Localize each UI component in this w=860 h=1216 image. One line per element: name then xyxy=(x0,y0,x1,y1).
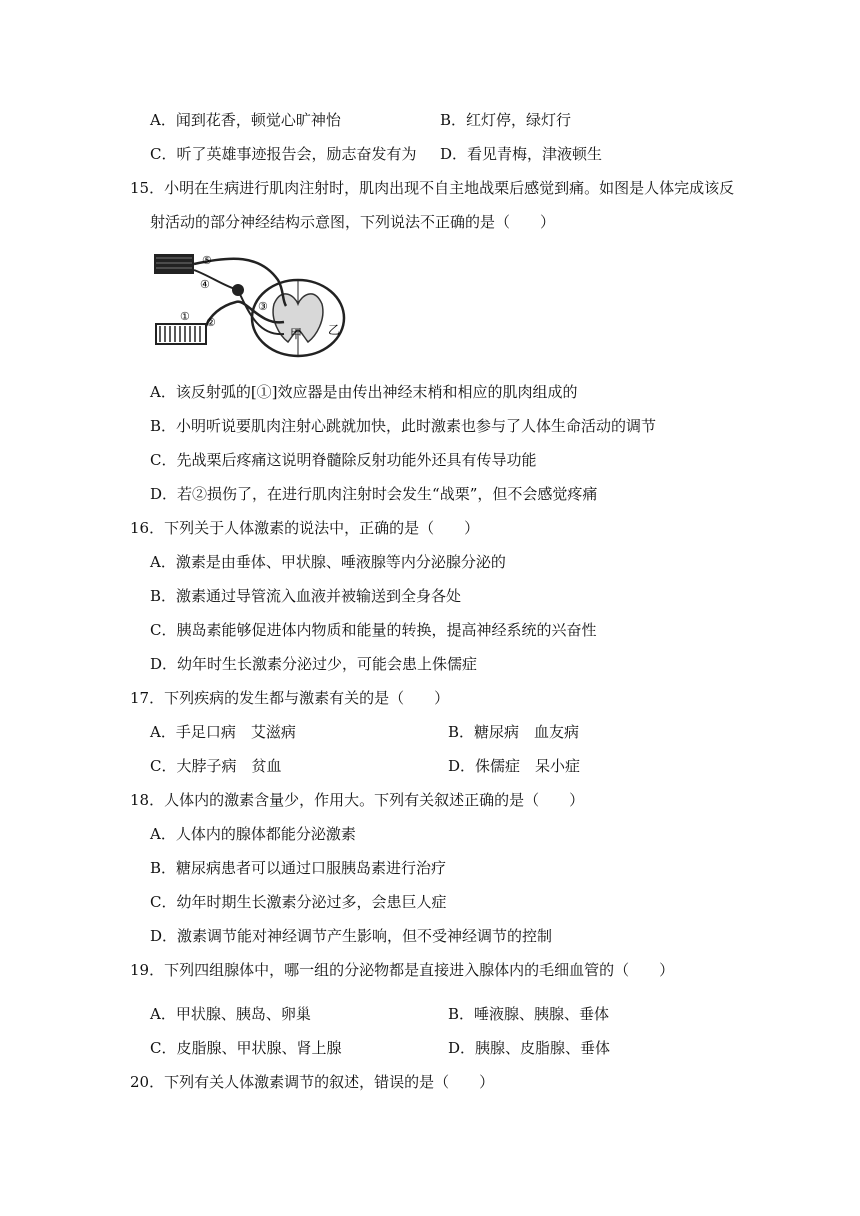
label-5: ⑤ xyxy=(202,254,212,267)
label-1: ① xyxy=(180,310,190,323)
q15-option-b: B．小明听说要肌肉注射心跳就加快，此时激素也参与了人体生命活动的调节 xyxy=(150,417,657,435)
q19-stem: 19．下列四组腺体中，哪一组的分泌物都是直接进入腺体内的毛细血管的（ ） xyxy=(130,961,675,979)
label-yi: 乙 xyxy=(328,323,341,337)
q16-option-c: C．胰岛素能够促进体内物质和能量的转换，提高神经系统的兴奋性 xyxy=(150,621,597,639)
q19-option-c: C．皮脂腺、甲状腺、肾上腺 xyxy=(150,1039,342,1057)
q14-option-b: B．红灯停，绿灯行 xyxy=(440,111,572,129)
label-2: ② xyxy=(206,316,216,329)
q15-stem-line1: 15．小明在生病进行肌肉注射时，肌肉出现不自主地战栗后感觉到痛。如图是人体完成该反 xyxy=(130,179,735,197)
q20-stem: 20．下列有关人体激素调节的叙述，错误的是（ ） xyxy=(130,1073,495,1091)
q15-stem-line2: 射活动的部分神经结构示意图，下列说法不正确的是（ ） xyxy=(150,213,556,231)
label-jia: 甲 xyxy=(290,327,303,341)
q15-option-a: A．该反射弧的[①]效应器是由传出神经末梢和相应的肌肉组成的 xyxy=(150,383,578,401)
q17-option-a: A．手足口病 艾滋病 xyxy=(150,723,296,741)
q17-option-b: B．糖尿病 血友病 xyxy=(448,723,580,741)
q17-stem: 17．下列疾病的发生都与激素有关的是（ ） xyxy=(130,689,450,707)
label-4: ④ xyxy=(200,278,210,291)
reflex-arc-figure xyxy=(150,246,350,364)
q15-option-d: D．若②损伤了，在进行肌肉注射时会发生“战栗”，但不会感觉疼痛 xyxy=(150,485,598,503)
q14-option-a: A．闻到花香，顿觉心旷神怡 xyxy=(150,111,341,129)
q19-option-b: B．唾液腺、胰腺、垂体 xyxy=(448,1005,610,1023)
q14-option-c: C．听了英雄事迹报告会，励志奋发有为 xyxy=(150,145,417,163)
q18-option-c: C．幼年时期生长激素分泌过多，会患巨人症 xyxy=(150,893,447,911)
q18-option-d: D．激素调节能对神经调节产生影响，但不受神经调节的控制 xyxy=(150,927,553,945)
label-3: ③ xyxy=(258,300,268,313)
q18-stem: 18．人体内的激素含量少，作用大。下列有关叙述正确的是（ ） xyxy=(130,791,585,809)
q16-option-a: A．激素是由垂体、甲状腺、唾液腺等内分泌腺分泌的 xyxy=(150,553,506,571)
reflex-arc-diagram xyxy=(150,246,350,364)
q17-option-c: C．大脖子病 贫血 xyxy=(150,757,282,775)
q15-option-c: C．先战栗后疼痛这说明脊髓除反射功能外还具有传导功能 xyxy=(150,451,537,469)
q19-option-a: A．甲状腺、胰岛、卵巢 xyxy=(150,1005,311,1023)
q14-option-d: D．看见青梅，津液顿生 xyxy=(440,145,603,163)
q18-option-b: B．糖尿病患者可以通过口服胰岛素进行治疗 xyxy=(150,859,447,877)
q16-stem: 16．下列关于人体激素的说法中，正确的是（ ） xyxy=(130,519,480,537)
q18-option-a: A．人体内的腺体都能分泌激素 xyxy=(150,825,356,843)
q17-option-d: D．侏儒症 呆小症 xyxy=(448,757,581,775)
muscle-block xyxy=(156,324,206,344)
q16-option-d: D．幼年时生长激素分泌过少，可能会患上侏儒症 xyxy=(150,655,478,673)
q16-option-b: B．激素通过导管流入血液并被输送到全身各处 xyxy=(150,587,462,605)
q19-option-d: D．胰腺、皮脂腺、垂体 xyxy=(448,1039,611,1057)
skin-block xyxy=(154,254,194,274)
